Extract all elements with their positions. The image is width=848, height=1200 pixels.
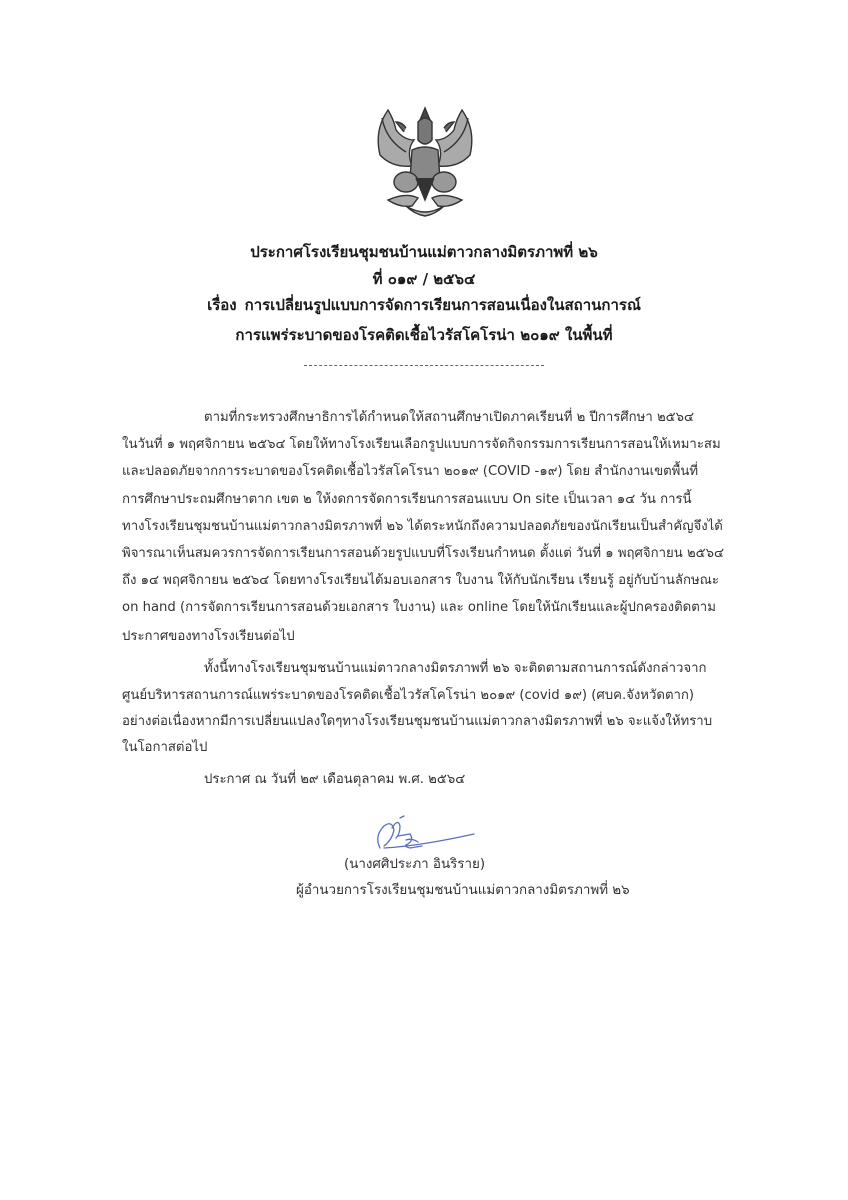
paragraph-line: ศูนย์บริหารสถานการณ์แพร่ระบาดของโรคติดเชื้อไวรัสโคโรน่า ๒๐๑๙ (covid ๑๙) (ศบค.จังหวัดตาก) (122, 688, 695, 703)
announcement-subject (0, 293, 848, 317)
announcement-number: ที่ ๐๑๙ / ๒๕๖๔ (372, 270, 476, 288)
announcement-title: ประกาศโรงเรียนชุมชนบ้านแม่ตาวกลางมิตรภาพที่ ๒๖ (250, 243, 598, 261)
paragraph-line: ทั้งนี้ทางโรงเรียนชุมชนบ้านแม่ตาวกลางมิตรภาพที่ ๒๖ จะติดตามสถานการณ์ดังกล่าวจาก (204, 661, 707, 676)
paragraph-line: การศึกษาประถมศึกษาตาก เขต ๒ ให้งดการจัดการเรียนการสอนแบบ On site เป็นเวลา ๑๔ วัน การนี้ (122, 492, 692, 507)
paragraph-line: on hand (การจัดการเรียนการสอนด้วยเอกสาร ใบงาน) และ online โดยให้นักเรียนและผู้ปกครองติดตาม (122, 600, 716, 615)
paragraph-line: ตามที่กระทรวงศึกษาธิการได้กำหนดให้สถานศึกษาเปิดภาคเรียนที่ ๒ ปีการศึกษา ๒๕๖๔ (204, 410, 694, 425)
paragraph-line: ในโอกาสต่อไป (122, 740, 208, 755)
paragraph-line: ในวันที่ ๑ พฤศจิกายน ๒๕๖๔ โดยให้ทางโรงเรียนเลือกรูปแบบการจัดกิจกรรมการเรียนการสอนให้เหมาะสม (122, 437, 721, 452)
paragraph-line: อย่างต่อเนื่องหากมีการเปลี่ยนแปลงใดๆทางโรงเรียนชุมชนบ้านแม่ตาวกลางมิตรภาพที่ ๒๖ จะแจ้งให้ทราบ (122, 714, 713, 729)
paragraph-line: ถึง ๑๔ พฤศจิกายน ๒๕๖๔ โดยทางโรงเรียนได้มอบเอกสาร ใบงาน ให้กับนักเรียน เรียนรู้ อยู่กับบ้านลักษณะ (122, 573, 719, 588)
paragraph-line: ทางโรงเรียนชุมชนบ้านแม่ตาวกลางมิตรภาพที่ ๒๖ ได้ตระหนักถึงความปลอดภัยของนักเรียนเป็นสำคัญจึงได้ (122, 519, 723, 534)
signatory-position: ผู้อำนวยการโรงเรียนชุมชนบ้านแม่ตาวกลางมิตรภาพที่ ๒๖ (296, 883, 630, 898)
signature-icon (370, 812, 480, 858)
paragraph-line: และปลอดภัยจากการระบาดของโรคติดเชื้อไวรัสโคโรนา ๒๐๑๙ (COVID -๑๙) โดย สำนักงานเขตพื้นที่ (122, 464, 699, 479)
signatory-name: (นางศศิประภา อินริราย) (344, 857, 486, 872)
paragraph-line: พิจารณาเห็นสมควรการจัดการเรียนการสอนด้วยรูปแบบที่โรงเรียนกำหนด ตั้งแต่ วันที่ ๑ พฤศจิกายน ๒๕๖๔ (122, 546, 724, 561)
separator-line (304, 365, 544, 366)
garuda-emblem-icon (366, 100, 484, 222)
subject-label: เรื่อง (207, 296, 237, 314)
announcement-date: ประกาศ ณ วันที่ ๒๙ เดือนตุลาคม พ.ศ. ๒๕๖๔ (204, 772, 466, 787)
paragraph-line: ประกาศของทางโรงเรียนต่อไป (122, 629, 295, 644)
subject-line-2: การแพร่ระบาดของโรคติดเชื้อไวรัสโคโรน่า ๒๐๑๙ ในพื้นที่ (235, 326, 613, 344)
subject-line-1: การเปลี่ยนรูปแบบการจัดการเรียนการสอนเนื่องในสถานการณ์ (244, 296, 641, 314)
